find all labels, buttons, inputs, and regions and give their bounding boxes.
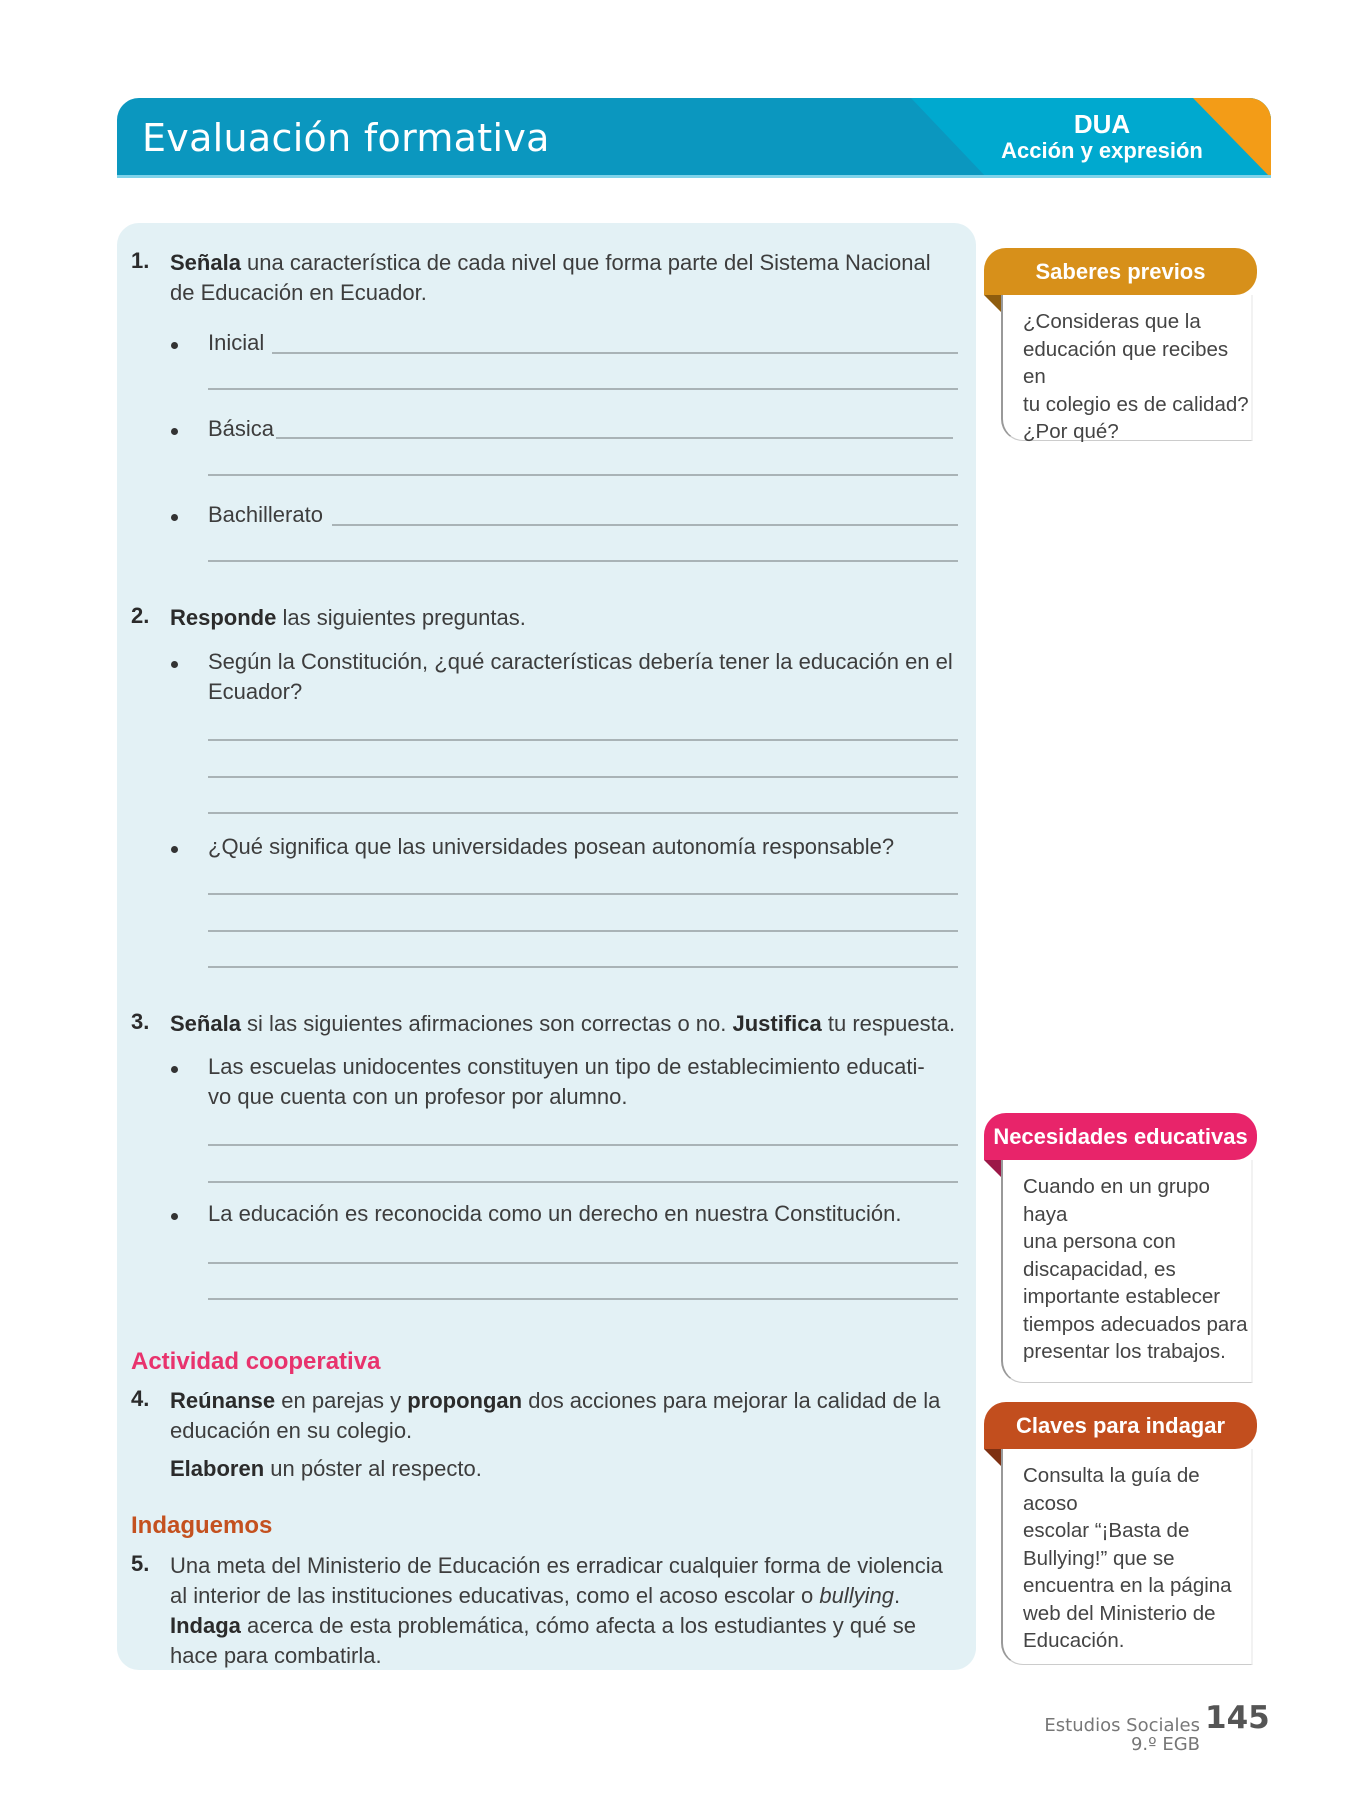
footer-subject (1044, 1716, 1200, 1754)
special-needs-text (1003, 1160, 1251, 1366)
answer-line[interactable] (208, 474, 958, 476)
text-line: importante establecer (1023, 1285, 1221, 1308)
sub-question: ¿Qué significa que las universidades posean autonomía responsable? (208, 834, 895, 859)
text-line: Bullying!” que se (1023, 1546, 1175, 1570)
level-label: Bachillerato (208, 502, 323, 527)
question-text-rest: acerca de esta problemática, cómo afecta a los estudiantes y qué se (240, 1613, 916, 1638)
special-needs-body (1001, 1160, 1253, 1383)
question-text-middle: en parejas y (275, 1388, 408, 1413)
question-number: 1. (131, 248, 150, 273)
statement: Las escuelas unidocentes constituyen un tipo de establecimiento educati- (208, 1054, 925, 1079)
answer-line[interactable] (208, 1181, 958, 1183)
tab-fold-icon (984, 1160, 1002, 1178)
question-text-line2: educación en su colegio. (170, 1418, 413, 1443)
text-line: una persona con (1023, 1230, 1176, 1253)
prior-knowledge-text (1003, 295, 1251, 446)
question-number: 3. (131, 1009, 150, 1034)
text-part: . (893, 1583, 901, 1608)
answer-line[interactable] (208, 1262, 958, 1264)
answer-line[interactable] (208, 966, 958, 968)
prior-knowledge-body (1001, 295, 1253, 441)
instruction-verb-3: Elaboren (170, 1456, 265, 1481)
text-line: ¿Consideras que la (1023, 310, 1201, 333)
level-label: Inicial (208, 330, 265, 355)
instruction-verb: Reúnanse (170, 1388, 276, 1413)
answer-line[interactable] (208, 739, 958, 741)
page-title: Evaluación formativa (142, 116, 550, 160)
bullet-icon (171, 1066, 178, 1073)
section-heading: Actividad cooperativa (131, 1348, 381, 1375)
text-line: web del Ministerio de (1023, 1601, 1216, 1625)
text-part: al interior de las instituciones educativas, como el acoso escolar o (170, 1583, 820, 1608)
dua-subtitle: Acción y expresión (1001, 138, 1203, 163)
bullet-icon (171, 1213, 178, 1220)
text-line: discapacidad, es (1023, 1257, 1176, 1281)
question-text: Una meta del Ministerio de Educación es erradicar cualquier forma de violencia (170, 1553, 943, 1578)
answer-line[interactable] (208, 1144, 958, 1146)
answer-line[interactable] (208, 388, 958, 390)
text-line: presentar los trabajos. (1023, 1340, 1226, 1363)
question-text (170, 1009, 955, 1039)
grade-label: 9.º EGB (1130, 1734, 1200, 1755)
question-text (170, 1386, 940, 1416)
section-header (117, 98, 1271, 178)
instruction-verb: Indaga (170, 1613, 241, 1638)
question-text-rest: tu respuesta. (821, 1011, 956, 1036)
answer-line[interactable] (332, 524, 958, 526)
question-text-rest: dos acciones para mejorar la calidad de la (522, 1388, 941, 1413)
question-text-rest: un póster al respecto. (264, 1456, 482, 1481)
research-keys-body (1001, 1449, 1253, 1665)
text-line: escolar “¡Basta de (1023, 1519, 1190, 1542)
answer-line[interactable] (208, 893, 958, 895)
instruction-verb: Responde (170, 605, 277, 630)
dua-label (987, 110, 1217, 164)
statement: La educación es reconocida como un derecho en nuestra Constitución. (208, 1201, 902, 1226)
text-line: Consulta la guía de acoso (1023, 1464, 1200, 1515)
instruction-verb: Señala (170, 1011, 241, 1036)
question-text-line2 (170, 1581, 900, 1611)
tab-fold-icon (984, 295, 1002, 313)
question-number: 2. (131, 603, 150, 628)
text-line: tu colegio es de calidad? (1023, 392, 1249, 416)
text-line: educación que recibes en (1023, 337, 1229, 388)
special-needs-title: Necesidades educativas (984, 1113, 1257, 1160)
text-line: Cuando en un grupo haya (1023, 1175, 1210, 1226)
bullet-icon (171, 342, 178, 349)
statement-line2: vo que cuenta con un profesor por alumno. (208, 1084, 628, 1109)
answer-line[interactable] (208, 560, 958, 562)
italic-term: bullying (819, 1583, 894, 1608)
level-label: Básica (208, 416, 275, 441)
dua-title: DUA (1073, 109, 1131, 139)
question-text-line3 (170, 1454, 482, 1484)
bullet-icon (171, 846, 178, 853)
tab-fold-icon (984, 1449, 1002, 1467)
sub-question: Según la Constitución, ¿qué características debería tener la educación en el (208, 649, 953, 674)
answer-line[interactable] (208, 812, 958, 814)
question-number: 5. (131, 1551, 150, 1576)
research-keys-title: Claves para indagar (984, 1402, 1257, 1449)
page-number: 145 (1205, 1700, 1270, 1736)
bullet-icon (171, 428, 178, 435)
answer-line[interactable] (272, 352, 958, 354)
question-text-rest: una característica de cada nivel que forma parte del Sistema Nacional (240, 250, 931, 275)
question-text-line3 (170, 1611, 916, 1641)
question-text (170, 248, 931, 278)
section-heading: Indaguemos (131, 1512, 273, 1539)
instruction-verb-2: Justifica (732, 1011, 822, 1036)
sub-question-line2: Ecuador? (208, 679, 303, 704)
question-text-line2: de Educación en Ecuador. (170, 280, 427, 305)
question-text-middle: si las siguientes afirmaciones son correctas o no. (240, 1011, 733, 1036)
text-line: encuentra en la página (1023, 1574, 1232, 1597)
text-line: Educación. (1023, 1629, 1125, 1652)
question-text-line4: hace para combatirla. (170, 1643, 382, 1668)
bullet-icon (171, 661, 178, 668)
answer-line[interactable] (208, 1298, 958, 1300)
text-line: tiempos adecuados para (1023, 1312, 1248, 1336)
question-number: 4. (131, 1386, 150, 1411)
research-keys-text (1003, 1449, 1251, 1655)
prior-knowledge-title: Saberes previos (984, 248, 1257, 295)
text-line: ¿Por qué? (1023, 420, 1119, 443)
header-underline (117, 175, 1271, 178)
answer-line[interactable] (208, 930, 958, 932)
question-text-rest: las siguientes preguntas. (276, 605, 526, 630)
bullet-icon (171, 514, 178, 521)
question-text (170, 603, 526, 633)
instruction-verb: Señala (170, 250, 241, 275)
instruction-verb-2: propongan (407, 1388, 523, 1413)
answer-line[interactable] (276, 437, 953, 439)
subject-name: Estudios Sociales (1044, 1715, 1200, 1736)
answer-line[interactable] (208, 776, 958, 778)
